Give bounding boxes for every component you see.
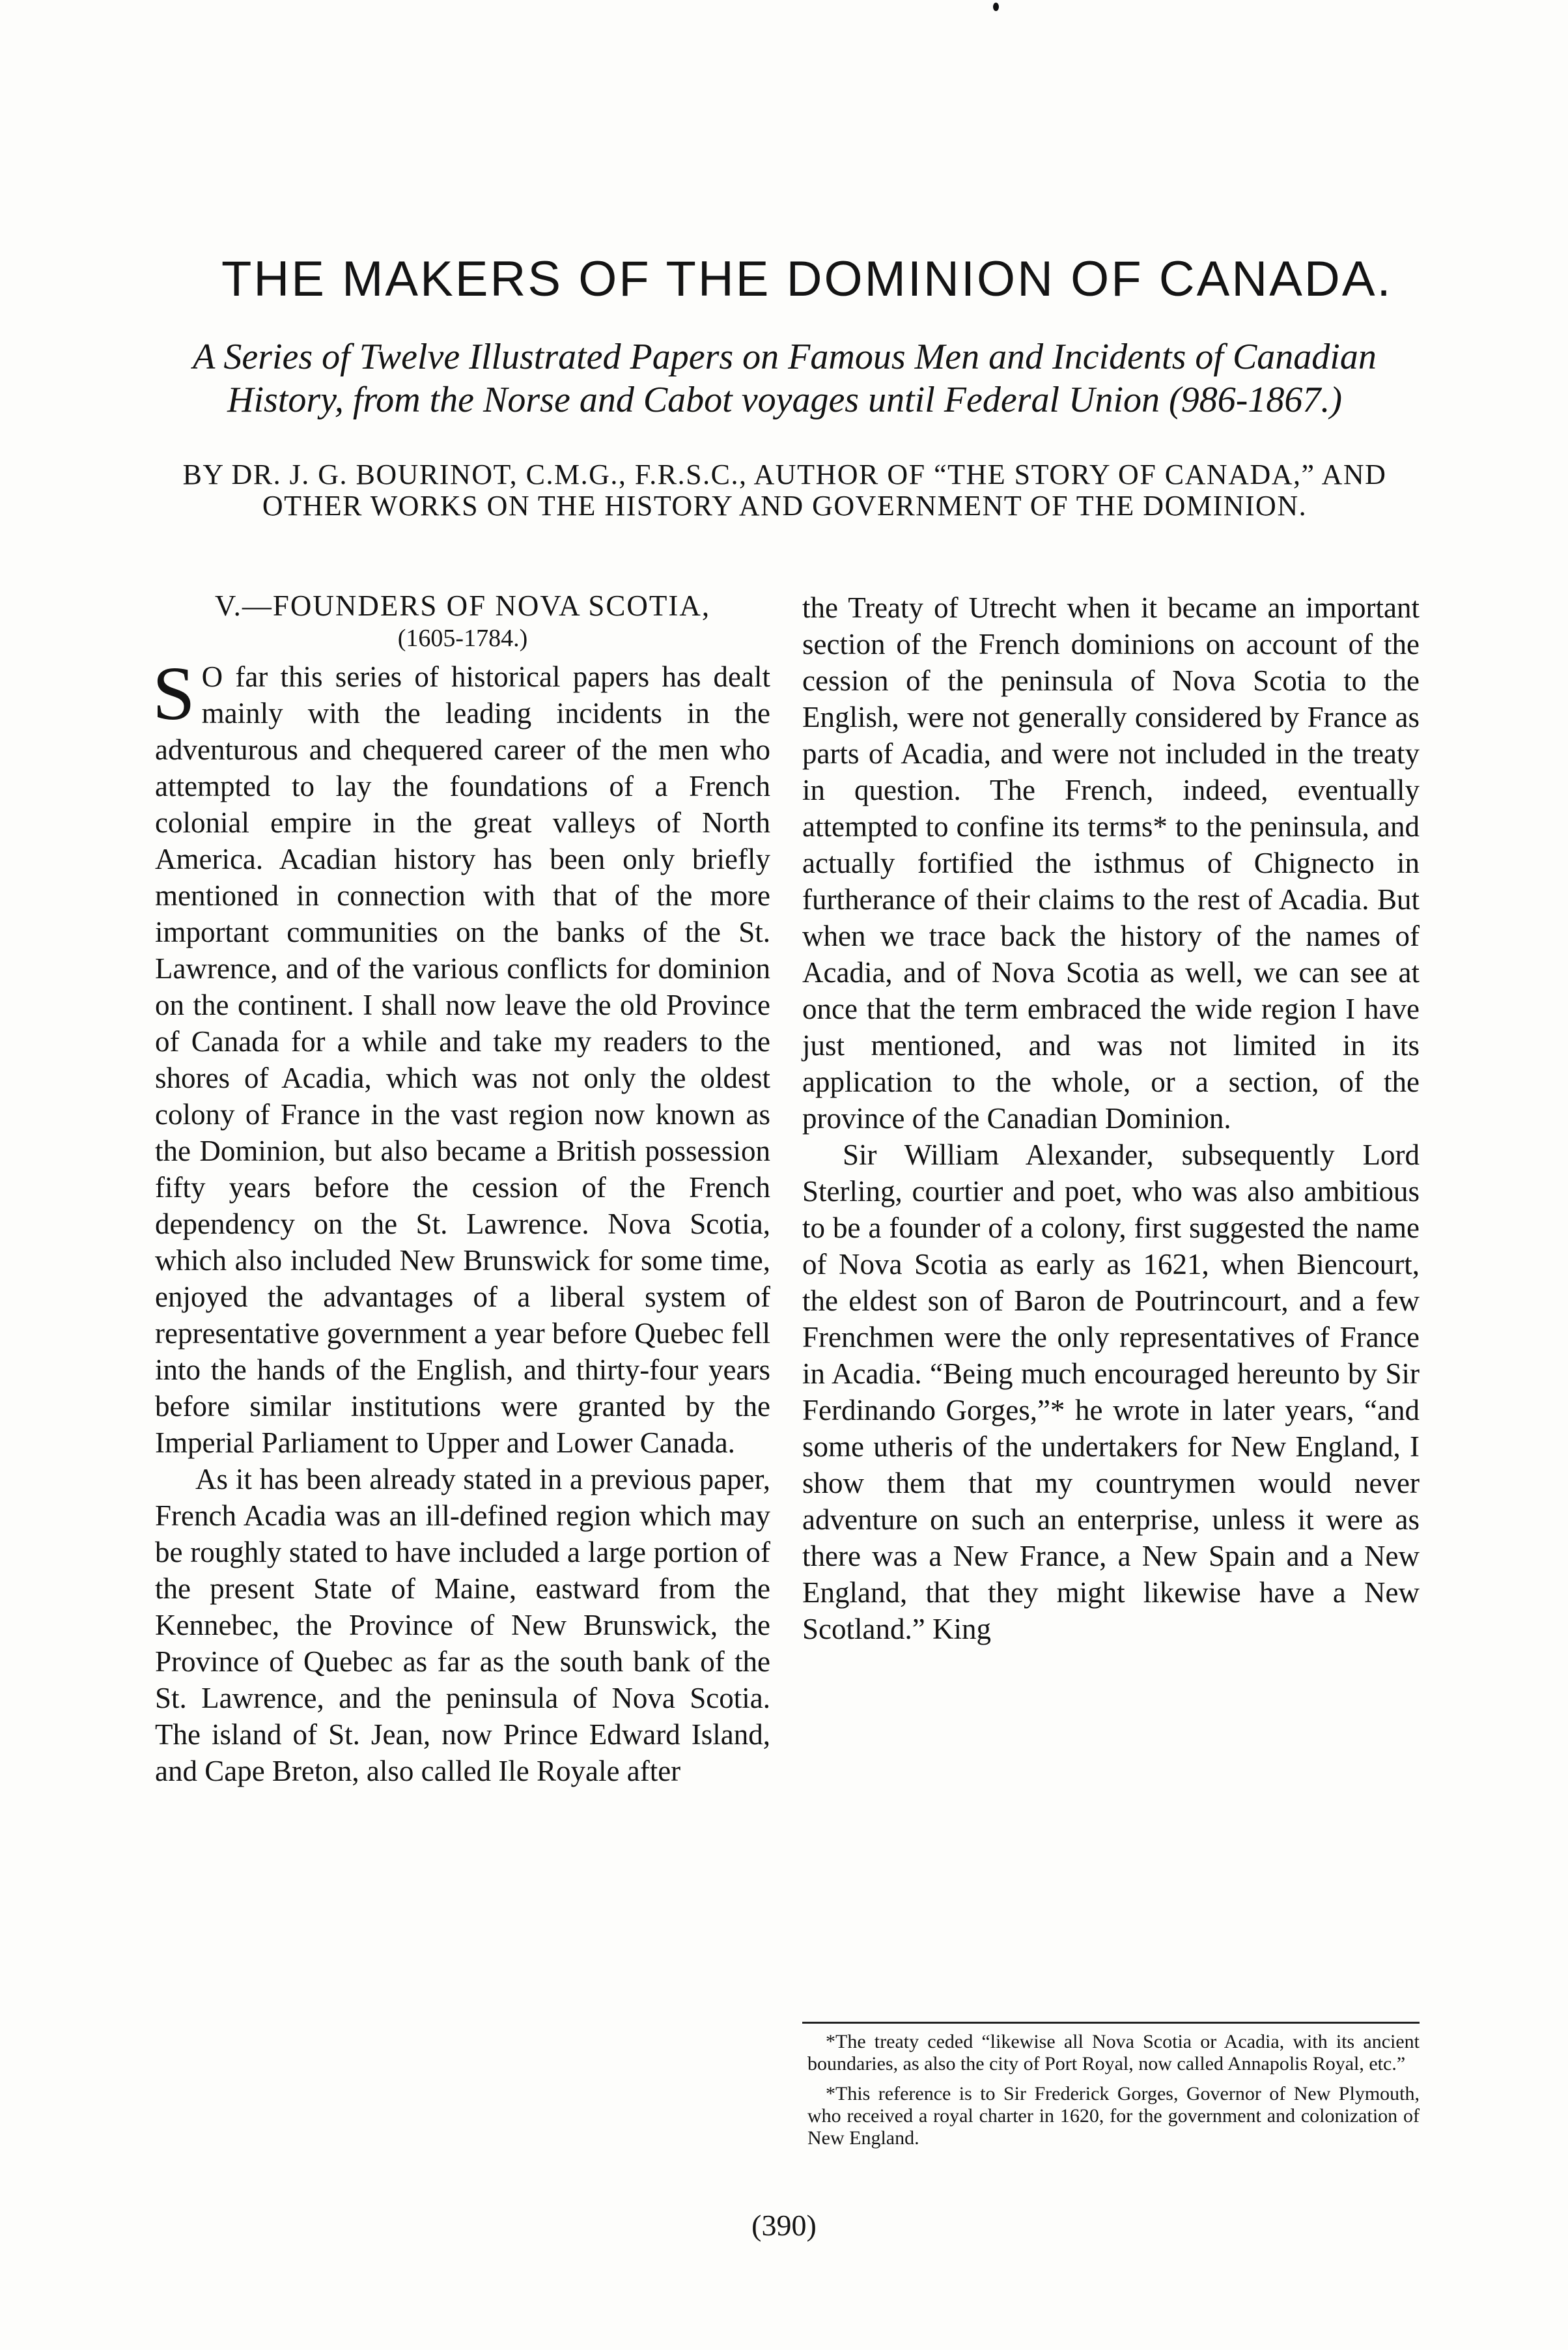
opening-paragraph-text: O far this series of historical papers has dealt mainly with the leading incidents in the adventurous and chequered career of the men who attempted to lay the foundations of a French colonial empire in the great valleys of North America. Acadian history has been only briefly mentioned in connection with that of the more important communities on the banks of the St. Lawrence, and of the various conflicts for dominion on the continent. I shall now leave the old Province of Canada for a while and take my readers to the shores of Acadia, which was not only the oldest colony of France in the vast region now known as the Dominion, but also became a British possession fifty years before the cession of the French dependency on the St. Lawrence. Nova Scotia, which also included New Brunswick for some time, enjoyed the advantages of a liberal system of representative government a year before Quebec fell into the hands of the English, and thirty-four years before similar institutions were granted by the Imperial Parliament to Upper and Lower Canada. xyxy=(155,660,770,1459)
footnotes xyxy=(807,2031,1420,2157)
paragraph-acadia-region: As it has been already stated in a previous paper, French Acadia was an ill-defined region which may be roughly stated to have included a large portion of the present State of Maine, eastward from the Kennebec, the Province of New Brunswick, the Province of Quebec as far as the south bank of the St. Lawrence, and the peninsula of Nova Scotia. The island of St. Jean, now Prince Edward Island, and Cape Breton, also called Ile Royale after xyxy=(155,1463,770,1787)
ink-speck xyxy=(993,3,999,11)
article-subtitle: A Series of Twelve Illustrated Papers on Famous Men and Incidents of Canadian History, from the Norse and Cabot voyages until Federal Union (986-1867.) xyxy=(193,337,1377,420)
opening-paragraph xyxy=(152,651,770,1461)
left-column xyxy=(152,589,770,1789)
author-byline: BY DR. J. G. BOURINOT, C.M.G., F.R.S.C., AUTHOR OF “THE STORY OF CANADA,” AND OTHER WORKS ON THE HISTORY AND GOVERNMENT OF THE DOMINION. xyxy=(182,459,1387,522)
footnote-gorges: *This reference is to Sir Frederick Gorges, Governor of New Plymouth, who received a royal charter in 1620, for the government and colonization of New England. xyxy=(807,2083,1420,2149)
footnote-divider xyxy=(802,2022,1420,2024)
article-title: THE MAKERS OF THE DOMINION OF CANADA. xyxy=(221,251,1393,307)
footnote-treaty: *The treaty ceded “likewise all Nova Scotia or Acadia, with its ancient boundaries, as also the city of Port Royal, now called Annapolis Royal, etc.” xyxy=(807,2031,1420,2074)
paragraph-sir-william-alexander: Sir William Alexander, subsequently Lord Sterling, courtier and poet, who was also ambitious to be a founder of a colony, first suggested the name of Nova Scotia as early as 1621, when Biencourt, the eldest son of Baron de Poutrincourt, and a few Frenchmen were the only representatives of France in Acadia. “Being much encouraged hereunto by Sir Ferdinando Gorges,”* he wrote in later years, “and some utheris of the undertakers for New England, I show them that my countrymen would never adventure on such an enterprise, unless it were as there was a New France, a New Spain and a New England, that they might likewise have a New Scotland.” King xyxy=(802,1139,1420,1645)
drop-cap: S xyxy=(152,651,195,736)
section-heading: V.—FOUNDERS OF NOVA SCOTIA, xyxy=(214,589,711,622)
right-column xyxy=(802,589,1420,1647)
page-number: (390) xyxy=(751,2209,817,2242)
section-dates: (1605-1784.) xyxy=(397,625,528,652)
paragraph-treaty-utrecht: the Treaty of Utrecht when it became an important section of the French dominions on account of the cession of the peninsula of Nova Scotia to the English, were not generally considered by France as parts of Acadia, and were not included in the treaty in question. The French, indeed, eventually attempted to confine its terms* to the peninsula, and actually fortified the isthmus of Chignecto in furtherance of their claims to the rest of Acadia. But when we trace back the history of the names of Acadia, and of Nova Scotia as well, we can see at once that the term embraced the wide region I have just mentioned, and was not limited in its application to the whole, or a section, of the province of the Canadian Dominion. xyxy=(802,591,1420,1135)
